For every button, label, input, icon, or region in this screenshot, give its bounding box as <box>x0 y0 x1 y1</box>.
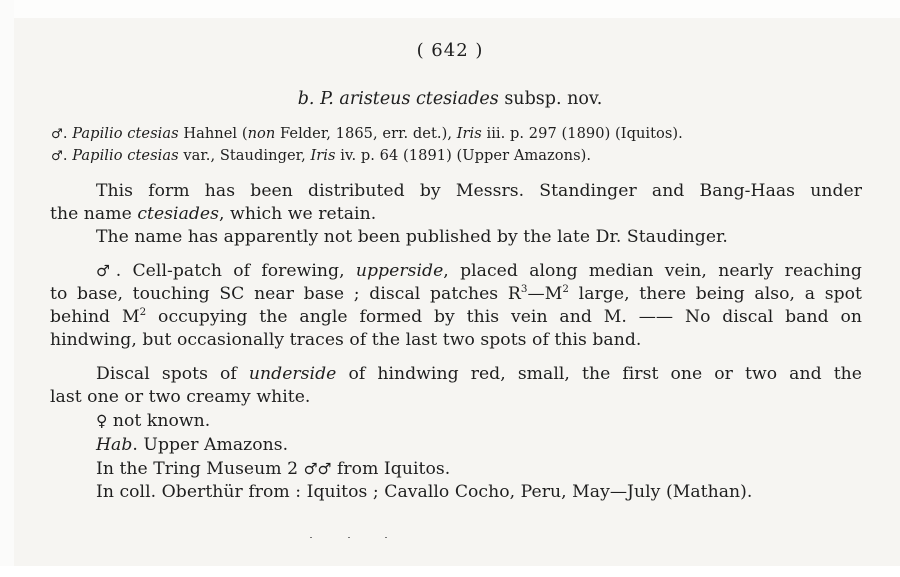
paragraph-3-line-2 <box>50 283 862 305</box>
synonym-citation: iv. p. 64 (1891) (Upper Amazons). <box>335 147 592 164</box>
habitat-line <box>96 434 288 456</box>
page-margin-bottom <box>0 566 900 577</box>
paragraph-4-line-1 <box>96 363 862 385</box>
paragraph-1-line-1: This form has been distributed by Messrs. Standinger and Bang-Haas under <box>96 181 862 201</box>
paragraph-3-line-4: hindwing, but occasionally traces of the last two spots of this band. <box>50 330 642 350</box>
male-symbols-icon: ♂♂ <box>303 460 332 478</box>
synonym-journal: Iris <box>456 125 482 142</box>
synonymy-entry-2 <box>51 146 591 167</box>
italic-term: upperside <box>355 261 444 281</box>
male-symbol-icon: ♂ <box>51 127 63 142</box>
heading-prefix: b. <box>297 89 321 109</box>
scan-speck <box>348 537 350 538</box>
synonymy-dot: . <box>62 147 73 164</box>
text: behind M <box>50 307 140 327</box>
text: occupying the angle formed by this vein and M. —— No discal band on <box>146 307 862 327</box>
habitat-label: Hab <box>96 435 133 455</box>
superscript: 2 <box>139 305 147 318</box>
paragraph-4-line-2: last one or two creamy white. <box>50 387 311 407</box>
text: from Iquitos. <box>331 459 451 479</box>
italic-term: underside <box>248 364 337 384</box>
text: In the Tring Museum 2 <box>96 459 304 479</box>
paragraph-1-line-2 <box>50 203 376 225</box>
page-margin-left <box>0 0 14 577</box>
page-number: ( 642 ) <box>416 40 484 61</box>
paragraph-2: The name has apparently not been published by the late Dr. Staudinger. <box>96 227 728 247</box>
text: the name <box>50 204 138 224</box>
text: Discal spots of <box>96 364 249 384</box>
superscript: 3 <box>520 282 528 295</box>
taxon-heading <box>0 89 900 109</box>
paragraph-3-line-1 <box>96 260 862 282</box>
male-symbol-icon: ♂ <box>96 262 116 280</box>
synonymy-entry-1 <box>51 124 683 145</box>
text: . Upper Amazons. <box>132 435 289 455</box>
synonym-journal: Iris <box>310 147 336 164</box>
superscript: 2 <box>562 282 569 295</box>
synonym-citation: iii. p. 297 (1890) (Iquitos). <box>481 125 683 142</box>
heading-taxon-name: P. aristeus ctesiades <box>320 89 499 109</box>
synonym-name: Papilio ctesias <box>72 125 179 142</box>
heading-suffix: subsp. nov. <box>498 89 603 109</box>
oberthur-collection-line: In coll. Oberthür from : Iquitos ; Cavallo Cocho, Peru, May—July (Mathan). <box>96 482 753 502</box>
text: to base, touching SC near base ; discal patches R <box>50 284 521 304</box>
synonym-name: Papilio ctesias <box>72 147 179 164</box>
synonym-non: non <box>247 125 276 142</box>
text: of hindwing red, small, the first one or two and the <box>336 364 862 384</box>
tring-museum-line <box>96 458 450 480</box>
female-symbol-icon: ♀ <box>96 412 108 430</box>
synonym-author: var., Staudinger, <box>178 147 311 164</box>
paragraph-3-line-3 <box>50 306 862 328</box>
female-note <box>96 410 210 432</box>
text: , placed along median vein, nearly reaching <box>443 261 862 281</box>
scan-speck <box>310 537 312 538</box>
italic-name: ctesiades <box>137 204 220 224</box>
text: —M <box>527 284 563 304</box>
text: not known. <box>107 411 211 431</box>
synonym-author: Hahnel ( <box>178 125 248 142</box>
page-margin-top <box>0 0 900 18</box>
text: . Cell-patch of forewing, <box>115 261 356 281</box>
text: , which we retain. <box>219 204 377 224</box>
synonym-author-detail: Felder, 1865, err. det.), <box>275 125 457 142</box>
male-symbol-icon: ♂ <box>51 149 63 164</box>
scan-speck <box>385 537 387 538</box>
text: large, there being also, a spot <box>569 284 862 304</box>
synonymy-dot: . <box>62 125 73 142</box>
